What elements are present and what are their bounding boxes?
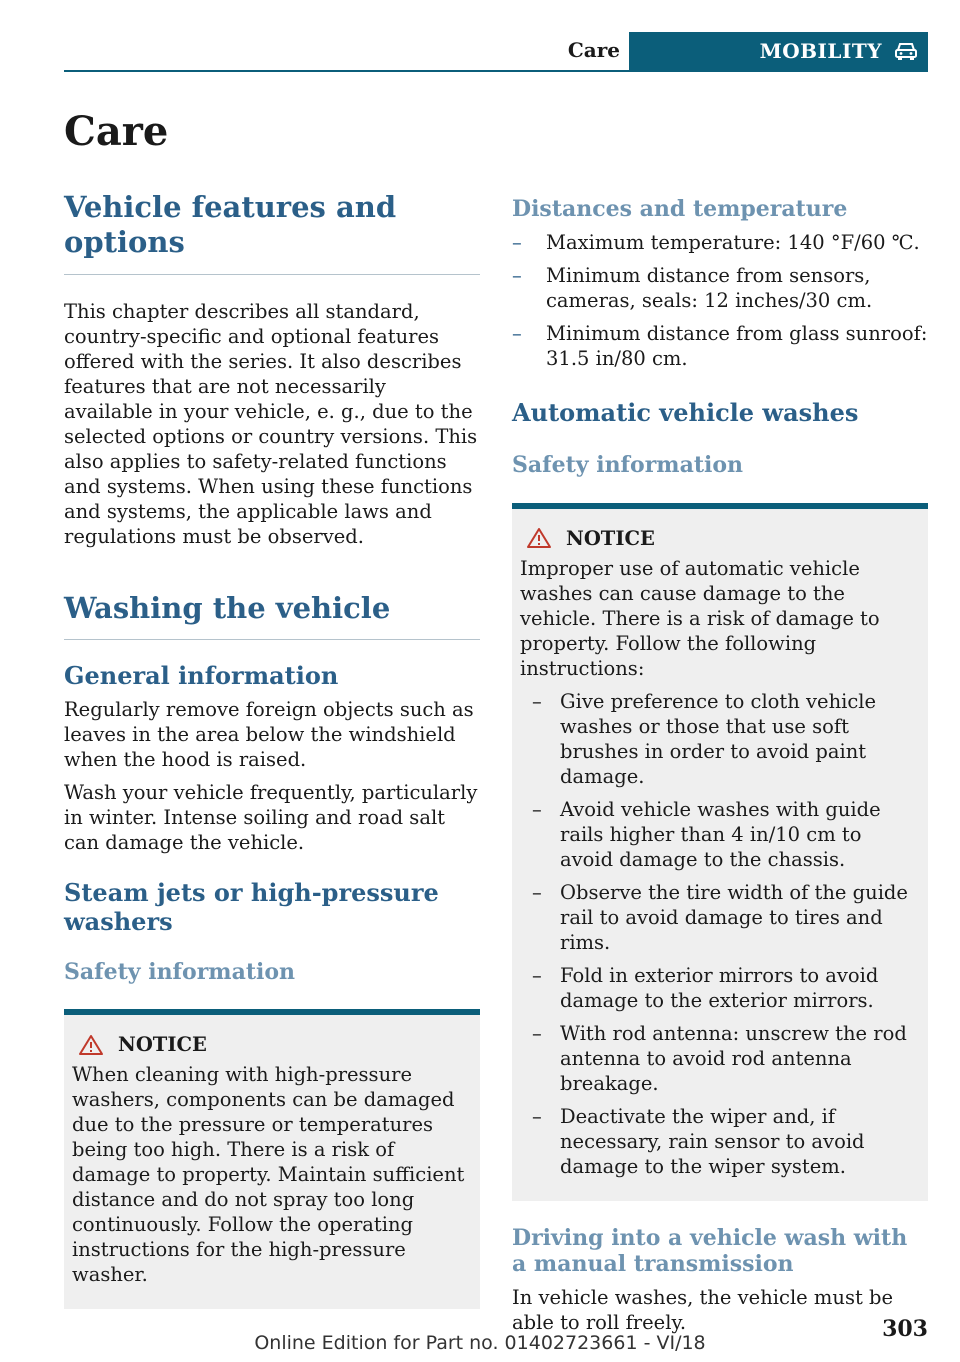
distances-list bbox=[512, 230, 928, 371]
left-column bbox=[64, 190, 480, 1309]
notice-label: NOTICE bbox=[118, 1033, 207, 1057]
general-information-p2: Wash your vehicle frequently, particularly in winter. Intense soiling and road salt can damage the vehicle. bbox=[64, 781, 478, 855]
safety-information-heading: Safety information bbox=[64, 958, 296, 985]
list-item: – Give preference to cloth vehicle washes or those that use soft brushes in order to avoid paint damage. bbox=[520, 689, 920, 789]
page-number: 303 bbox=[882, 1316, 928, 1342]
footer-edition: Online Edition for Part no. 01402723661 - VI/18 bbox=[254, 1332, 706, 1354]
list-item: – Observe the tire width of the guide rail to avoid damage to tires and rims. bbox=[520, 880, 920, 955]
notice-text: Improper use of automatic vehicle washes can cause damage to the vehicle. There is a risk of damage to property. Follow the following instructions: bbox=[520, 556, 880, 680]
list-item: – Minimum distance from sensors, cameras, seals: 12 inches/30 cm. bbox=[512, 263, 928, 313]
general-information-heading: General information bbox=[64, 661, 339, 691]
manual-transmission-heading: Driving into a vehicle wash with a manual transmission bbox=[512, 1224, 908, 1277]
automatic-notice-box bbox=[512, 503, 928, 1201]
header-rule bbox=[64, 70, 928, 72]
list-item: – Minimum distance from glass sunroof: 31.5 in/80 cm. bbox=[512, 321, 928, 371]
page-title: Care bbox=[64, 108, 169, 155]
vehicle-features-heading: Vehicle features and options bbox=[64, 190, 480, 275]
notice-list bbox=[520, 689, 920, 1179]
warning-icon bbox=[526, 527, 552, 549]
notice-header bbox=[520, 527, 920, 550]
manual-transmission-text: In vehicle washes, the vehicle must be able to roll freely. bbox=[512, 1286, 894, 1335]
header-section-label: Care bbox=[567, 38, 620, 62]
warning-icon bbox=[78, 1034, 104, 1056]
header-chapter-label: MOBILITY bbox=[759, 39, 882, 63]
list-item: – Deactivate the wiper and, if necessary, rain sensor to avoid damage to the wiper system. bbox=[520, 1104, 920, 1179]
list-item: – Maximum temperature: 140 °F/60 ℃. bbox=[512, 230, 928, 255]
notice-text: When cleaning with high-pressure washers, components can be damaged due to the pressure or temperatures being too high. There is a risk of damage to property. Maintain sufficient distance and do not spray too long continuously. Follow the operating instructions for the high-pressure washer. bbox=[72, 1063, 465, 1287]
notice-header bbox=[72, 1033, 472, 1056]
notice-label: NOTICE bbox=[566, 526, 655, 550]
steam-jets-heading: Steam jets or high-pressure washers bbox=[64, 878, 439, 936]
list-item: – Avoid vehicle washes with guide rails higher than 4 in/10 cm to avoid damage to the chassis. bbox=[520, 797, 920, 872]
automatic-washes-heading: Automatic vehicle washes bbox=[512, 398, 859, 428]
general-information-p1: Regularly remove foreign objects such as leaves in the area below the windshield when the hood is raised. bbox=[64, 698, 474, 772]
vehicle-features-body: This chapter describes all standard, country-specific and optional features offered with the series. It also describes features that are not necessarily available in your vehicle, e. g., due to the selected options or country versions. This also applies to safety-related functions and systems. When using these functions and systems, the applicable laws and regulations must be observed. bbox=[64, 299, 478, 548]
notice-box bbox=[64, 1009, 480, 1309]
right-column bbox=[512, 190, 928, 1335]
list-item: – With rod antenna: unscrew the rod antenna to avoid rod antenna breakage. bbox=[520, 1021, 920, 1096]
automatic-safety-heading: Safety information bbox=[512, 452, 744, 479]
washing-heading: Washing the vehicle bbox=[64, 591, 480, 641]
car-icon bbox=[894, 41, 918, 61]
header-chapter-tab bbox=[629, 32, 928, 70]
list-item: – Fold in exterior mirrors to avoid damage to the exterior mirrors. bbox=[520, 963, 920, 1013]
distances-heading: Distances and temperature bbox=[512, 196, 848, 222]
